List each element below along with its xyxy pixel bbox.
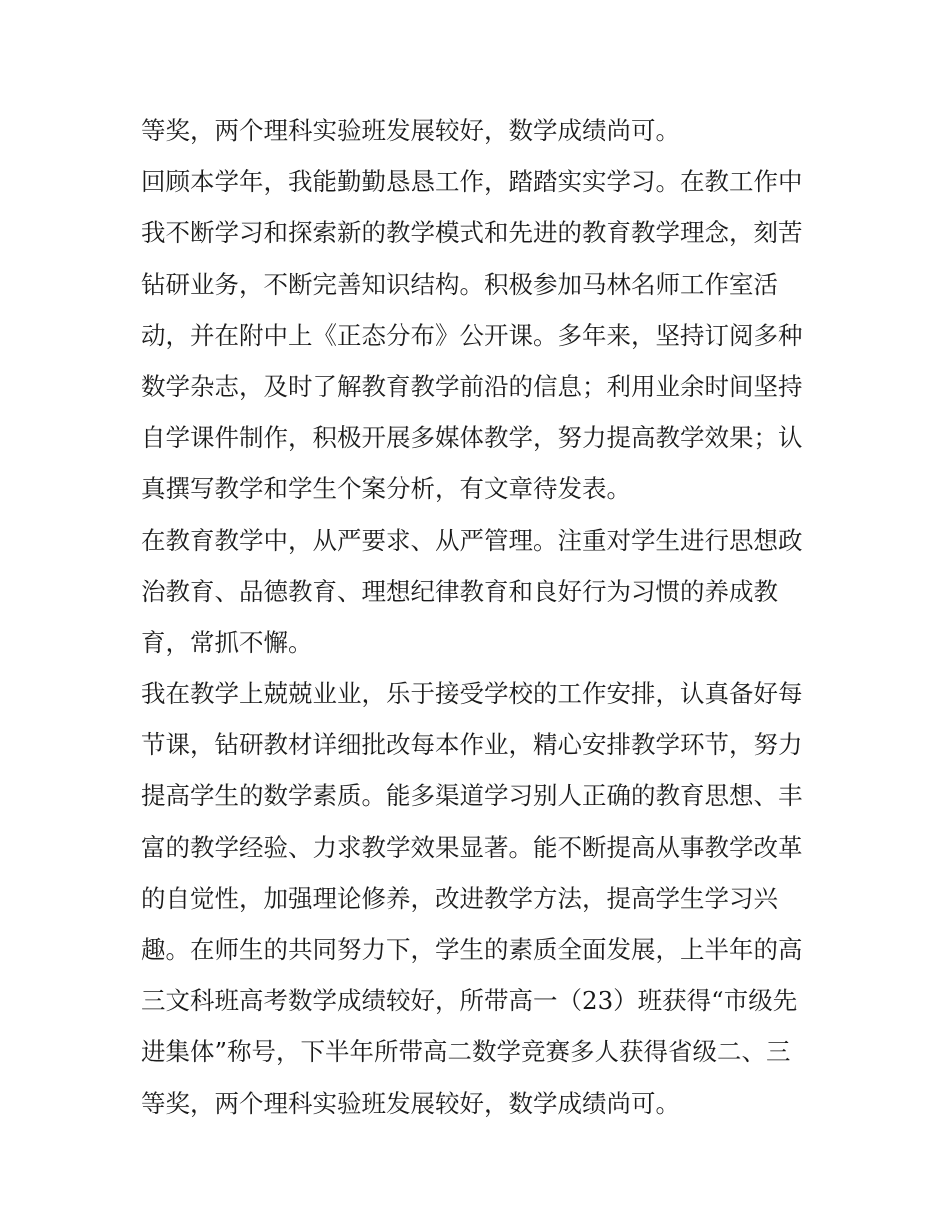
text-line: 动，并在附中上《正态分布》公开课。多年来，坚持订阅多种 [141,320,803,350]
text-line: 数学杂志，及时了解教育教学前沿的信息；利用业余时间坚持 [141,371,803,401]
body-text [141,105,821,1129]
text-line: 在教育教学中，从严要求、从严管理。注重对学生进行思想政 [141,525,803,555]
text-line: 富的教学经验、力求教学效果显著。能不断提高从事教学改革 [141,832,803,862]
text-line: 节课，钻研教材详细批改每本作业，精心安排教学环节，努力 [141,730,803,760]
text-line: 回顾本学年，我能勤勤恳恳工作，踏踏实实学习。在教工作中 [141,167,803,197]
text-line: 等奖，两个理科实验班发展较好，数学成绩尚可。 [141,1088,680,1118]
text-line: 育，常抓不懈。 [141,627,313,657]
text-line: 我不断学习和探索新的教学模式和先进的教育教学理念，刻苦 [141,218,803,248]
text-line: 进集体”称号，下半年所带高二数学竞赛多人获得省级二、三 [141,1037,791,1067]
text-line: 等奖，两个理科实验班发展较好，数学成绩尚可。 [141,116,680,145]
text-line: 真撰写教学和学生个案分析，有文章待发表。 [141,474,631,504]
text-line: 三文科班高考数学成绩较好，所带高一（23）班获得“市级先 [141,986,798,1016]
text-line: 提高学生的数学素质。能多渠道学习别人正确的教育思想、丰 [141,781,803,811]
text-line: 的自觉性，加强理论修养，改进教学方法，提高学生学习兴 [141,883,778,913]
text-line: 钻研业务，不断完善知识结构。积极参加马林名师工作室活 [141,269,778,299]
text-line: 自学课件制作，积极开展多媒体教学，努力提高教学效果；认 [141,423,803,453]
text-line: 治教育、品德教育、理想纪律教育和良好行为习惯的养成教 [141,576,778,606]
text-line: 趣。在师生的共同努力下，学生的素质全面发展，上半年的高 [141,935,803,964]
text-line: 我在教学上兢兢业业，乐于接受学校的工作安排，认真备好每 [141,679,803,709]
